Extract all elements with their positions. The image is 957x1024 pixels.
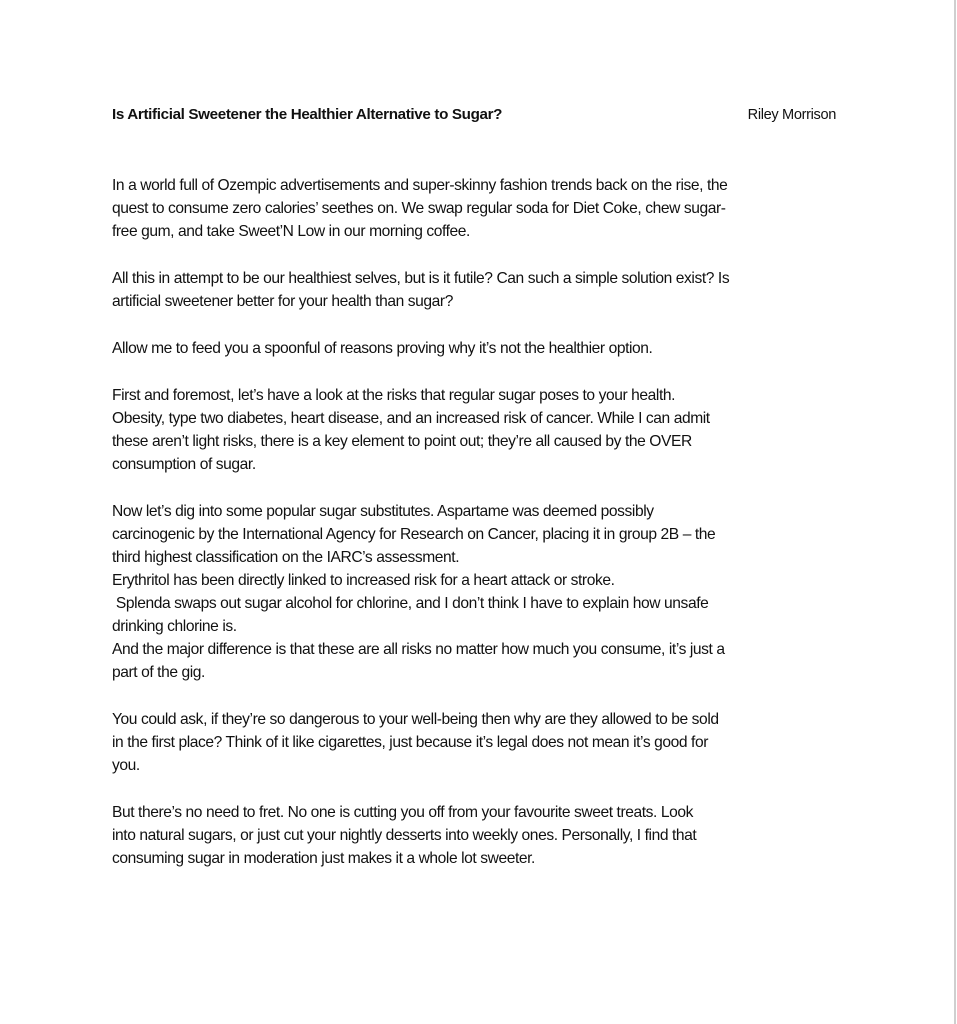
text-line: But there’s no need to fret. No one is cutting you off from your favourite sweet treats. Look (112, 804, 693, 821)
text-line: consuming sugar in moderation just makes it a whole lot sweeter. (112, 850, 535, 867)
text-line: All this in attempt to be our healthiest selves, but is it futile? Can such a simple solution exist? Is (112, 270, 730, 287)
paragraph-conclusion (112, 801, 852, 870)
text-line: Obesity, type two diabetes, heart disease, and an increased risk of cancer. While I can admit (112, 410, 710, 427)
text-line: third highest classification on the IARC’s assessment. (112, 549, 460, 566)
document-title: Is Artificial Sweetener the Healthier Alternative to Sugar? (112, 106, 503, 123)
text-line: part of the gig. (112, 664, 205, 681)
text-line: And the major difference is that these are all risks no matter how much you consume, it’s just a (112, 641, 725, 658)
text-line: you. (112, 757, 140, 774)
text-line: drinking chlorine is. (112, 618, 237, 635)
document-header (112, 106, 836, 128)
text-line: Now let’s dig into some popular sugar substitutes. Aspartame was deemed possibly (112, 503, 654, 520)
paragraph-substitutes (112, 500, 852, 684)
text-line: You could ask, if they’re so dangerous to your well-being then why are they allowed to be sold (112, 711, 719, 728)
paragraph-sugar-risks (112, 384, 852, 476)
author-name: Riley Morrison (747, 107, 836, 123)
text-line: carcinogenic by the International Agency for Research on Cancer, placing it in group 2B – the (112, 526, 716, 543)
document-body (112, 174, 852, 894)
text-line: First and foremost, let’s have a look at the risks that regular sugar poses to your health. (112, 387, 676, 404)
text-line: quest to consume zero calories’ seethes on. We swap regular soda for Diet Coke, chew sugar- (112, 200, 726, 217)
text-line: free gum, and take Sweet’N Low in our morning coffee. (112, 223, 470, 240)
text-line: in the first place? Think of it like cigarettes, just because it’s legal does not mean it’s good for (112, 734, 708, 751)
text-line: consumption of sugar. (112, 456, 256, 473)
text-line: In a world full of Ozempic advertisements and super-skinny fashion trends back on the rise, the (112, 177, 728, 194)
text-line: Erythritol has been directly linked to increased risk for a heart attack or stroke. (112, 572, 615, 589)
paragraph-thesis (112, 337, 852, 360)
page-edge-divider (954, 0, 956, 1024)
text-line: these aren’t light risks, there is a key element to point out; they’re all caused by the OVER (112, 433, 692, 450)
text-line: Allow me to feed you a spoonful of reasons proving why it’s not the healthier option. (112, 340, 653, 357)
text-line: artificial sweetener better for your health than sugar? (112, 293, 453, 310)
paragraph-counterpoint (112, 708, 852, 777)
paragraph-intro (112, 174, 852, 243)
text-line: Splenda swaps out sugar alcohol for chlorine, and I don’t think I have to explain how unsafe (112, 595, 709, 612)
text-line: into natural sugars, or just cut your nightly desserts into weekly ones. Personally, I find that (112, 827, 697, 844)
paragraph-question (112, 267, 852, 313)
